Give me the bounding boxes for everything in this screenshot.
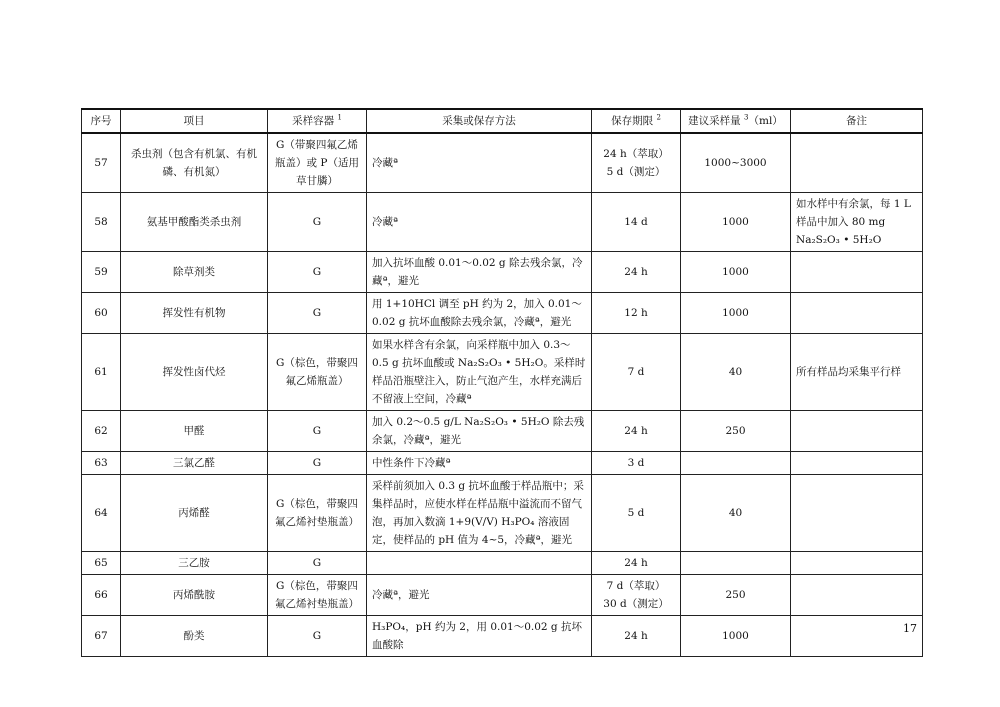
cell-container: G [268,252,367,293]
cell-period: 7 d [592,334,681,411]
cell-no: 57 [82,133,121,193]
cell-item: 除草剂类 [121,252,268,293]
cell-no: 59 [82,252,121,293]
table-row [82,575,923,616]
table-row [82,293,923,334]
cell-volume: 250 [681,411,791,452]
cell-period: 24 h [592,552,681,575]
cell-note [791,133,923,193]
cell-note [791,475,923,552]
cell-period: 24 h（萃取） 5 d（测定） [592,133,681,193]
table-row [82,475,923,552]
cell-item: 挥发性有机物 [121,293,268,334]
cell-volume [681,552,791,575]
table-row [82,252,923,293]
table-row [82,411,923,452]
header-method: 采集或保存方法 [367,109,592,133]
cell-note [791,411,923,452]
cell-container: G [268,616,367,657]
cell-volume: 40 [681,475,791,552]
cell-item: 三乙胺 [121,552,268,575]
cell-container: G [268,193,367,252]
cell-container: G（带聚四氟乙烯瓶盖）或 P（适用草甘膦） [268,133,367,193]
cell-period: 14 d [592,193,681,252]
cell-item: 氨基甲酸酯类杀虫剂 [121,193,268,252]
cell-method: 冷藏ª [367,133,592,193]
cell-item: 丙烯酰胺 [121,575,268,616]
header-container: 采样容器 $^1$ [268,109,367,133]
cell-container: G（棕色，带聚四氟乙烯瓶盖） [268,334,367,411]
cell-note [791,252,923,293]
cell-period: 12 h [592,293,681,334]
cell-note [791,575,923,616]
cell-container: G [268,552,367,575]
cell-item: 酚类 [121,616,268,657]
cell-item: 三氯乙醛 [121,452,268,475]
header-period: 保存期限 $^2$ [592,109,681,133]
cell-note [791,293,923,334]
table-row [82,133,923,193]
table-row [82,616,923,657]
cell-method: 冷藏ª [367,193,592,252]
table-row [82,193,923,252]
cell-volume: 1000 [681,293,791,334]
cell-period: 24 h [592,616,681,657]
cell-volume: 40 [681,334,791,411]
cell-no: 63 [82,452,121,475]
cell-volume: 250 [681,575,791,616]
cell-method: 加入 0.2～0.5 g/L Na₂S₂O₃ • 5H₂O 除去残余氯，冷藏ª，避光 [367,411,592,452]
cell-volume: 1000~3000 [681,133,791,193]
cell-no: 67 [82,616,121,657]
page-number: 17 [903,622,917,635]
cell-no: 58 [82,193,121,252]
cell-item: 丙烯醛 [121,475,268,552]
header-item: 项目 [121,109,268,133]
cell-period: 5 d [592,475,681,552]
header-no: 序号 [82,109,121,133]
table-header-row [82,109,923,133]
cell-no: 62 [82,411,121,452]
cell-container: G（棕色，带聚四氟乙烯衬垫瓶盖） [268,575,367,616]
cell-container: G [268,293,367,334]
cell-note: 如水样中有余氯，每 1 L 样品中加入 80 mg Na₂S₂O₃ • 5H₂O [791,193,923,252]
cell-note [791,552,923,575]
cell-no: 60 [82,293,121,334]
cell-no: 64 [82,475,121,552]
cell-container: G（棕色，带聚四氟乙烯衬垫瓶盖） [268,475,367,552]
cell-period: 24 h [592,411,681,452]
header-note: 备注 [791,109,923,133]
cell-period: 3 d [592,452,681,475]
cell-method: 中性条件下冷藏ª [367,452,592,475]
cell-no: 66 [82,575,121,616]
table-row [82,452,923,475]
cell-container: G [268,452,367,475]
cell-period: 24 h [592,252,681,293]
cell-method: 采样前须加入 0.3 g 抗坏血酸于样品瓶中；采集样品时，应使水样在样品瓶中溢流而不留气泡，再加入数滴 1+9(V/V) H₃PO₄ 溶液固定，使样品的 pH 值为 4~5，冷藏ª，避光 [367,475,592,552]
cell-method: 加入抗坏血酸 0.01～0.02 g 除去残余氯，冷藏ª，避光 [367,252,592,293]
cell-item: 甲醛 [121,411,268,452]
sampling-table [81,108,923,657]
cell-volume: 1000 [681,193,791,252]
table-row [82,552,923,575]
cell-method: 冷藏ª，避光 [367,575,592,616]
cell-method: 用 1+10HCl 调至 pH 约为 2，加入 0.01～0.02 g 抗坏血酸除去残余氯，冷藏ª，避光 [367,293,592,334]
cell-no: 65 [82,552,121,575]
header-volume: 建议采样量 $^3$（ml） [681,109,791,133]
cell-note [791,452,923,475]
cell-volume: 1000 [681,252,791,293]
cell-volume: 1000 [681,616,791,657]
cell-method [367,552,592,575]
cell-item: 挥发性卤代烃 [121,334,268,411]
cell-note: 所有样品均采集平行样 [791,334,923,411]
cell-item: 杀虫剂（包含有机氯、有机磷、有机氮） [121,133,268,193]
cell-method: H₃PO₄，pH 约为 2，用 0.01～0.02 g 抗坏血酸除 [367,616,592,657]
cell-volume [681,452,791,475]
cell-container: G [268,411,367,452]
cell-no: 61 [82,334,121,411]
cell-period: 7 d（萃取） 30 d（测定） [592,575,681,616]
table-row [82,334,923,411]
cell-method: 如果水样含有余氯，向采样瓶中加入 0.3～0.5 g 抗坏血酸或 Na₂S₂O₃ • 5H₂O。采样时样品沿瓶壁注入，防止气泡产生，水样充满后不留液上空间，冷藏ª [367,334,592,411]
